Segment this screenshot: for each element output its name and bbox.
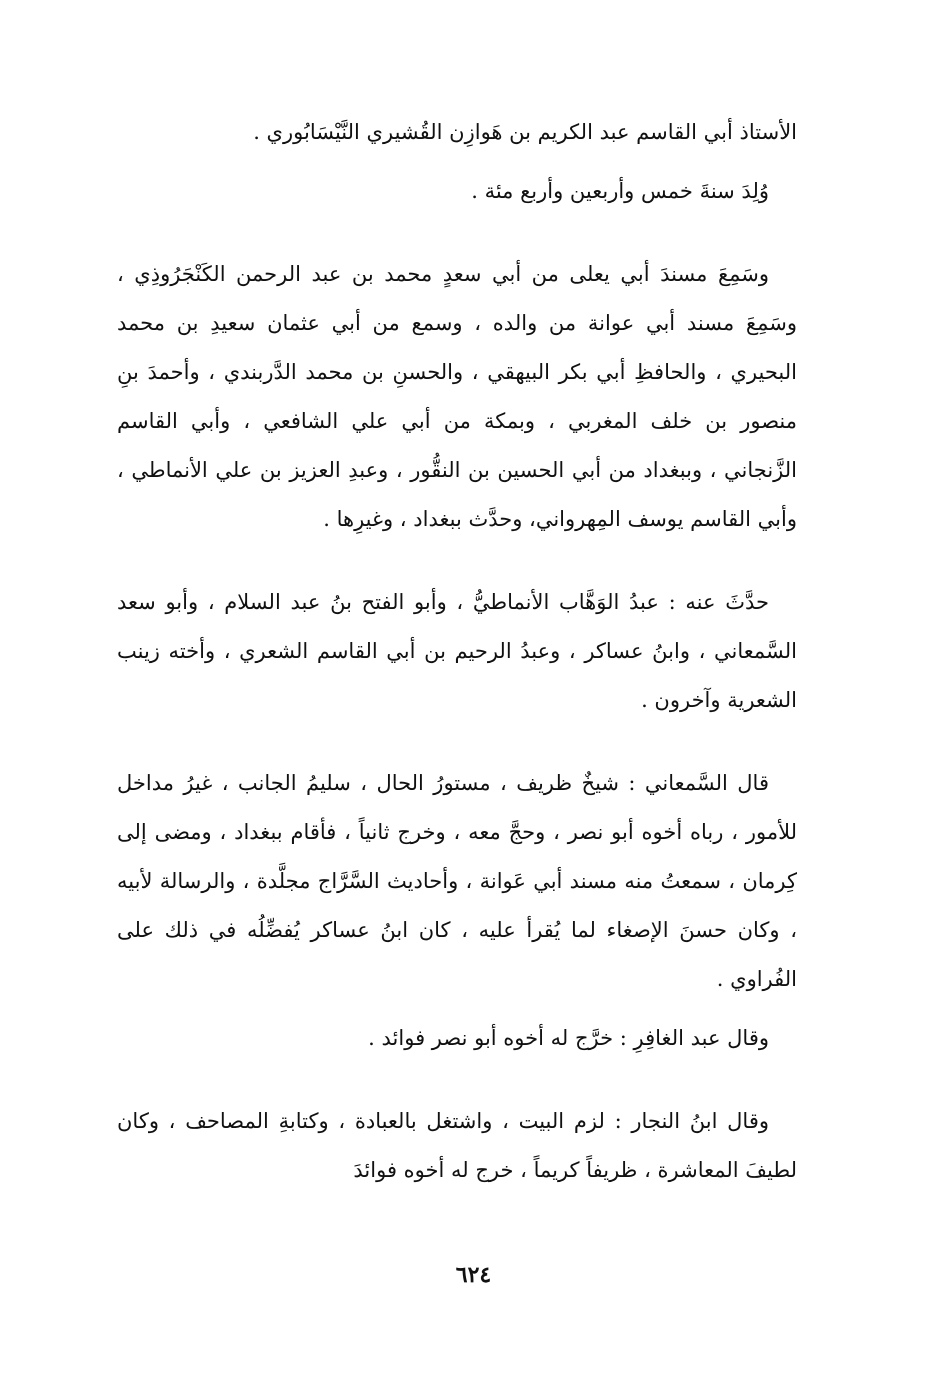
paragraph-teachers: وسَمِعَ مسندَ أبي يعلى من أبي سعدٍ محمد بن عبد الرحمن الكَنْجَرُوذِي ، وسَمِعَ مسند أبي عوانة من والده ، وسمع من أبي عثمان سعيدِ بن محمد البحيري ، والحافظِ أبي بكر البيهقي ، والحسنِ بن محمد الدَّربندي ، وأحمدَ بنِ منصور بن خلف المغربي ، وبمكة من أبي علي الشافعي ، وأبي القاسم الزَّنجاني ، وببغداد من أبي الحسين بن النقُّور ، وعبدِ العزيز بن علي الأنماطي ، وأبي القاسم يوسف المِهرواني، وحدَّث ببغداد ، وغيرِها . [117,262,797,531]
paragraph-samani-quote: قال السَّمعاني : شيخٌ ظريف ، مستورُ الحال ، سليمُ الجانب ، غيرُ مداخل للأمور ، رباه أخوه أبو نصر ، وحجَّ معه ، وخرج ثانياً ، فأقام ببغداد ، ومضى إلى كِرمان ، سمعتُ منه مسند أبي عَوانة ، وأحاديث السَّرَّاج مجلَّدة ، والرسالة لأبيه ، وكان حسنَ الإصغاء لما يُقرأ عليه ، كان ابنُ عساكر يُفضِّلُه في ذلك على الفُراوي . [117,771,797,991]
paragraph-name-line: الأستاذ أبي القاسم عبد الكريم بن هَوازِن القُشيري النَّيْسَابُوري . [253,120,797,144]
paragraph-students: حدَّثَ عنه : عبدُ الوَهَّاب الأنماطيُّ ، وأبو الفتح بنُ عبد السلام ، وأبو سعد السَّمعاني ، وابنُ عساكر ، وعبدُ الرحيم بن أبي القاسم الشعري ، وأخته زينب الشعرية وآخرون . [117,590,797,712]
paragraph-abd-al-ghafir-quote: وقال عبد الغافِرِ : خرَّج له أخوه أبو نصر فوائد . [368,1026,769,1050]
paragraph-ibn-al-najjar-quote: وقال ابنُ النجار : لزم البيت ، واشتغل بالعبادة ، وكتابةِ المصاحف ، وكان لطيفَ المعاشرة ، ظريفاً كريماً ، خرج له أخوه فوائدَ [117,1109,797,1182]
page-body [117,108,797,1195]
page-number: ٦٢٤ [455,1262,492,1288]
paragraph-birth: وُلِدَ سنةَ خمس وأربعين وأربع مئة . [471,179,769,203]
